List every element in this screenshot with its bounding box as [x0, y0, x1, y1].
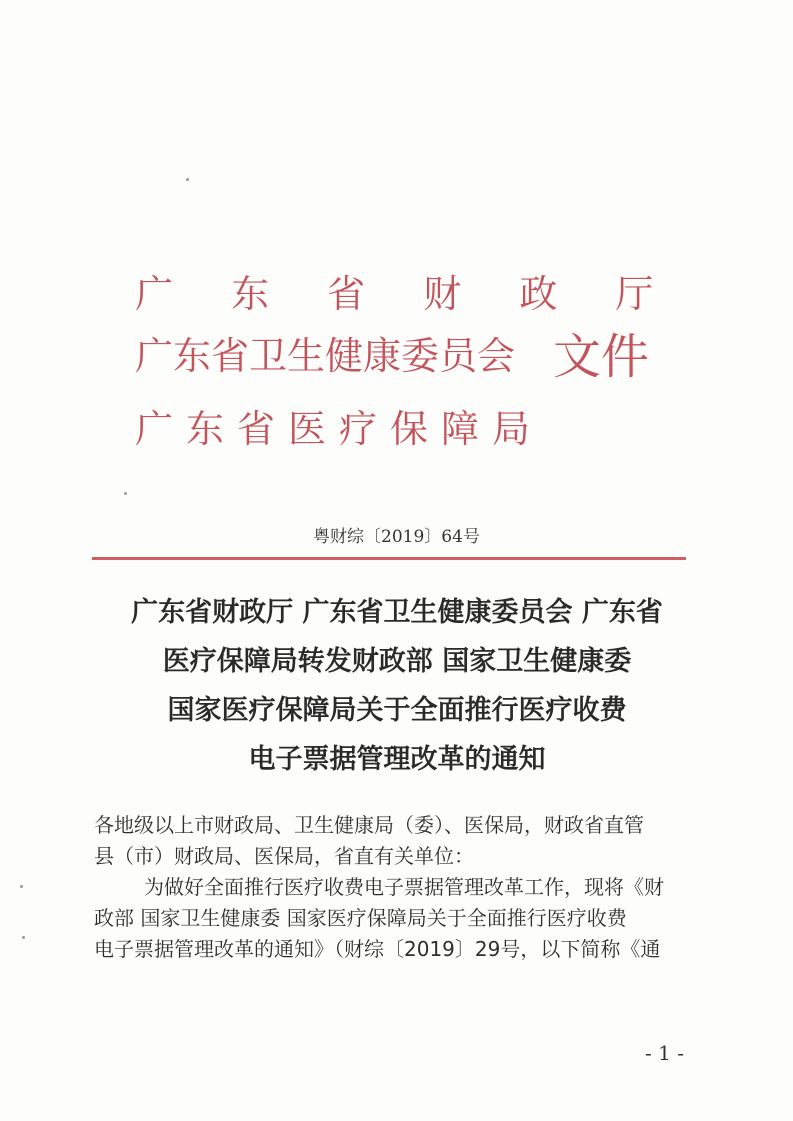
body-text-line: 政部 国家卫生健康委 国家医疗保障局关于全面推行医疗收费: [94, 906, 627, 930]
document-title: [92, 588, 702, 784]
document-header: [135, 255, 735, 475]
body-text-line: 为做好全面推行医疗收费电子票据管理改革工作，现将《财: [144, 875, 664, 899]
page-number: - 1 -: [645, 1041, 684, 1065]
title-line: 医疗保障局转发财政部 国家卫生健康委: [162, 646, 632, 677]
red-divider-line: [92, 557, 686, 560]
scan-speck: [22, 936, 25, 939]
scan-speck: [20, 885, 23, 888]
title-line: 广东省财政厅 广东省卫生健康委员会 广东省: [131, 597, 663, 628]
title-line: 国家医疗保障局关于全面推行医疗收费: [167, 695, 627, 726]
addressee-line: 各地级以上市财政局、卫生健康局（委）、医保局，财政省直管: [94, 813, 644, 837]
document-body: [94, 810, 704, 965]
scan-speck: [124, 492, 127, 495]
body-text-line: 电子票据管理改革的通知》（财综〔2019〕29号，以下简称《通: [94, 937, 661, 961]
addressee-line: 县（市）财政局、医保局，省直有关单位：: [94, 844, 474, 868]
issuer-medical-security-bureau: 广东省医疗保障局: [135, 407, 544, 451]
issuer-health-commission: 广东省卫生健康委员会: [135, 334, 516, 378]
document-number: 粤财综〔2019〕64号: [313, 527, 480, 547]
title-line: 电子票据管理改革的通知: [248, 744, 546, 775]
issuer-finance-department: 广 东 省 财 政 厅: [135, 272, 677, 316]
scan-speck: [186, 178, 189, 181]
document-type-label: 文件: [553, 329, 650, 385]
